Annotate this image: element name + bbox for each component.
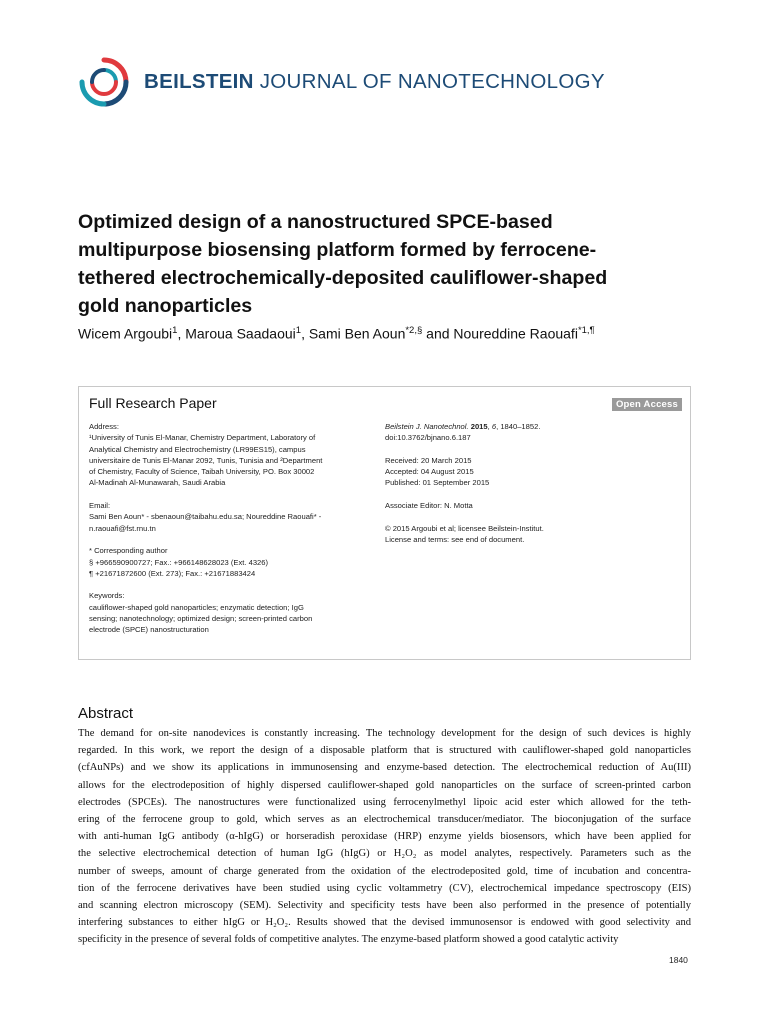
copyright-line: © 2015 Argoubi et al; licensee Beilstein-Institut. (385, 523, 544, 533)
abstract-line: allows for the electrodeposition of highly dispersed cauliflower-shaped gold nanoparticles on the surface of screen-printed carbon (78, 779, 691, 791)
email-line[interactable]: Sami Ben Aoun* - sbenaoun@taibahu.edu.sa; Noureddine Raouafi* - (89, 512, 322, 522)
info-right-column (385, 421, 675, 557)
journal-abbrev: Beilstein J. Nanotechnol. (385, 422, 469, 431)
abstract-line: the selective electrochemical detection of human IgG (hIgG) or H₂O₂ as model analytes, respectively. Parameters such as the (78, 848, 691, 860)
author-affiliation: 1 (295, 325, 302, 336)
keywords-line: electrode (SPCE) nanostructuration (89, 625, 209, 635)
abstract-line: regarded. In this work, we report the design of a disposable platform that is structured with cauliflower-shaped gold nanoparticles (78, 745, 691, 757)
abstract-line: number of sweeps, amount of charge generated from the oxidation of the electrodeposited gold, time of incubation and concentra- (78, 865, 691, 877)
abstract-line: ering of the ferrocene group to gold, which serves as an electrochemical transducer/mediator. The bioconjugation of the surface (78, 814, 691, 826)
info-left-column (89, 421, 379, 647)
article-info-box (78, 386, 691, 660)
author-list (78, 325, 595, 342)
author-separator: and (422, 325, 454, 342)
citation-line: Beilstein J. Nanotechnol. 2015, 6, 1840–1852. (385, 422, 541, 431)
abstract-line: The demand for on-site nanodevices is constantly increasing. The technology development for the design of such devices is highly (78, 728, 691, 739)
article-title: Optimized design of a nanostructured SPCE-based multipurpose biosensing platform formed by ferrocene-tethered electrochemically-deposited cauliflower-shaped gold nanoparticles (78, 211, 608, 317)
paper-type: Full Research Paper (89, 395, 217, 411)
address-block (89, 421, 379, 489)
journal-name-bold: BEILSTEIN (144, 70, 254, 93)
editor-block (385, 500, 675, 511)
abstract-body (78, 725, 691, 949)
keywords-label: Keywords: (89, 591, 125, 601)
address-line: Analytical Chemistry and Electrochemistry (LR99ES15), campus (89, 444, 306, 454)
beilstein-logo-icon (78, 56, 130, 108)
abstract-line: electrodes (SPCEs). The nanostructures were functionalized using ferrocenylmethyl lipoic acid ester which allowed for the teth- (78, 796, 691, 808)
author-separator: , (177, 325, 186, 342)
doi-link[interactable]: doi:10.3762/bjnano.6.187 (385, 433, 471, 443)
dates-block (385, 455, 675, 489)
citation-volume: 6 (491, 422, 497, 431)
received-date: Received: 20 March 2015 (385, 455, 472, 465)
abstract-line: tion of the ferrocene derivatives have been studied using cyclic voltammetry (CV), electrochemical impedance spectroscopy (EIS) (78, 882, 691, 894)
email-block (89, 500, 379, 534)
author-name: Wicem Argoubi (78, 325, 173, 342)
accepted-date: Accepted: 04 August 2015 (385, 467, 474, 477)
author-name: Noureddine Raouafi (453, 325, 578, 342)
address-label: Address: (89, 422, 119, 431)
abstract-line: specificity in the presence of several folds of competitive analytes. The enzyme-based platform showed a good catalytic activity (78, 934, 619, 946)
author-name: Sami Ben Aoun (308, 325, 406, 342)
email-label: Email: (89, 501, 111, 511)
citation-block (385, 421, 675, 444)
journal-header (78, 56, 678, 110)
journal-name-rest: JOURNAL OF NANOTECHNOLOGY (253, 70, 605, 93)
keywords-block (89, 590, 379, 635)
address-line: of Chemistry, Faculty of Science, Taibah University, PO. Box 30002 (89, 467, 315, 477)
abstract-line: interfering substances to either hIgG or H₂O₂. Results showed that the devised immunosensor is endowed with good selectivity and (78, 917, 691, 929)
license-block (385, 523, 675, 546)
keywords-line: sensing; nanotechnology; optimized design; screen-printed carbon (89, 614, 313, 624)
author-affiliation: 1 (172, 325, 178, 336)
page-number: 1840 (669, 955, 688, 965)
phone-line: § +966590900727; Fax.: +966148628023 (Ext. 4326) (89, 557, 269, 567)
address-line: Al-Madinah Al-Munawarah, Saudi Arabia (89, 478, 226, 488)
license-line: License and terms: see end of document. (385, 534, 525, 544)
abstract-line: and scanning electron microscopy (SEM). Selectivity and specificity tests have been also performed in the presence of potentially (78, 900, 691, 912)
citation-pages: , 1840–1852. (496, 422, 541, 431)
abstract-line: with anti-human IgG antibody (α-hIgG) or horseradish peroxidase (HRP) enzyme yields biosensors, which have been applied for (78, 831, 691, 843)
open-access-badge[interactable]: Open Access (612, 398, 682, 411)
email-line[interactable]: n.raouafi@fst.rnu.tn (89, 523, 156, 533)
author-name: Maroua Saadaoui (185, 325, 296, 342)
author-affiliation: *1,¶ (577, 325, 595, 336)
corresponding-author-note: * Corresponding author (89, 546, 168, 556)
abstract-line: (cfAuNPs) and we show its applications in immunosensing and enzyme-based detection. The electrochemical reduction of Au(III) (78, 762, 691, 774)
citation-year: 2015 (470, 422, 488, 431)
abstract-heading: Abstract (78, 705, 134, 722)
phone-line: ¶ +21671872600 (Ext. 273); Fax.: +21671883424 (89, 568, 256, 578)
associate-editor: Associate Editor: N. Motta (385, 501, 473, 511)
contact-block (89, 545, 379, 579)
keywords-line: cauliflower-shaped gold nanoparticles; enzymatic detection; IgG (89, 602, 304, 612)
author-affiliation: *2,§ (405, 325, 423, 336)
journal-name (144, 70, 605, 94)
published-date: Published: 01 September 2015 (385, 478, 490, 488)
address-line: universitaire de Tunis El-Manar 2092, Tunis, Tunisia and ²Department (89, 455, 323, 465)
address-line: ¹University of Tunis El-Manar, Chemistry Department, Laboratory of (89, 433, 316, 443)
author-separator: , (301, 325, 309, 342)
